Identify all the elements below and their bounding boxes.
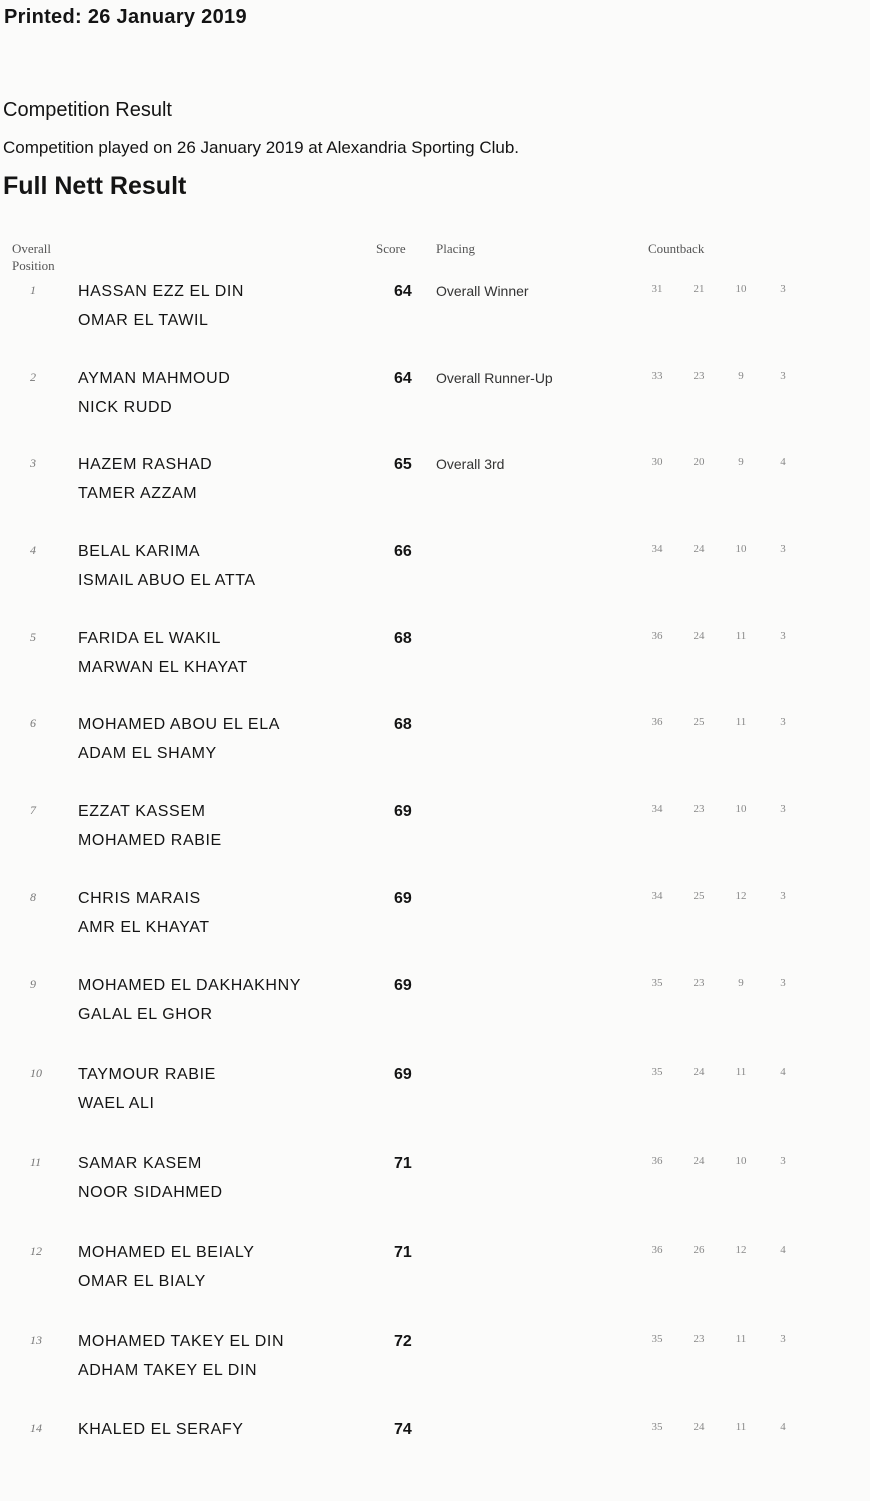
countback-value: 34 bbox=[651, 890, 663, 902]
countback-value: 3 bbox=[780, 283, 786, 295]
player-name-2: ADHAM TAKEY EL DIN bbox=[78, 1362, 258, 1379]
countback-value: 25 bbox=[693, 890, 705, 902]
player-name-1: MOHAMED TAKEY EL DIN bbox=[78, 1333, 285, 1350]
countback-value: 3 bbox=[780, 630, 786, 642]
countback-value: 20 bbox=[693, 456, 705, 468]
score: 69 bbox=[394, 890, 412, 907]
player-name-1: KHALED EL SERAFY bbox=[78, 1421, 244, 1438]
countback-value: 30 bbox=[651, 456, 663, 468]
countback-value: 24 bbox=[693, 630, 705, 642]
player-name-1: BELAL KARIMA bbox=[78, 543, 201, 560]
result-row bbox=[0, 283, 870, 363]
countback-value: 35 bbox=[651, 1066, 663, 1078]
player-name-2: OMAR EL TAWIL bbox=[78, 312, 209, 329]
header-position-line2: Position bbox=[12, 258, 55, 273]
header-overall-position bbox=[12, 240, 72, 274]
overall-position: 10 bbox=[30, 1066, 42, 1080]
countback-value: 24 bbox=[693, 1421, 705, 1433]
result-row bbox=[0, 803, 870, 883]
countback-value: 23 bbox=[693, 803, 705, 815]
result-row bbox=[0, 1155, 870, 1235]
score: 68 bbox=[394, 716, 412, 733]
countback-value: 4 bbox=[780, 1066, 786, 1078]
countback-value: 24 bbox=[693, 1155, 705, 1167]
placing: Overall 3rd bbox=[436, 456, 505, 472]
countback-value: 9 bbox=[738, 370, 744, 382]
countback-value: 4 bbox=[780, 456, 786, 468]
countback-value: 26 bbox=[693, 1244, 705, 1256]
placing: Overall Winner bbox=[436, 283, 529, 299]
countback-value: 12 bbox=[735, 890, 747, 902]
countback-value: 10 bbox=[735, 803, 747, 815]
overall-position: 8 bbox=[30, 890, 36, 904]
countback-value: 25 bbox=[693, 716, 705, 728]
overall-position: 11 bbox=[30, 1155, 42, 1169]
countback-value: 3 bbox=[780, 1333, 786, 1345]
section-heading: Full Nett Result bbox=[3, 172, 187, 200]
score: 74 bbox=[394, 1421, 412, 1438]
player-name-2: WAEL ALI bbox=[78, 1095, 155, 1112]
result-row bbox=[0, 1421, 870, 1501]
overall-position: 1 bbox=[30, 283, 36, 297]
overall-position: 2 bbox=[30, 370, 36, 384]
countback-value: 3 bbox=[780, 803, 786, 815]
countback-value: 23 bbox=[693, 370, 705, 382]
countback-value: 34 bbox=[651, 543, 663, 555]
countback-value: 11 bbox=[735, 630, 747, 642]
result-row bbox=[0, 370, 870, 450]
header-countback: Countback bbox=[648, 241, 705, 256]
overall-position: 7 bbox=[30, 803, 36, 817]
countback-value: 35 bbox=[651, 977, 663, 989]
countback-value: 21 bbox=[693, 283, 705, 295]
result-row bbox=[0, 1244, 870, 1324]
player-name-1: MOHAMED EL BEIALY bbox=[78, 1244, 255, 1261]
player-name-2: MOHAMED RABIE bbox=[78, 832, 222, 849]
page-title: Competition Result bbox=[3, 99, 172, 121]
countback-value: 35 bbox=[651, 1421, 663, 1433]
countback-value: 36 bbox=[651, 1244, 663, 1256]
score: 69 bbox=[394, 977, 412, 994]
countback-value: 23 bbox=[693, 1333, 705, 1345]
result-row bbox=[0, 456, 870, 536]
countback-value: 10 bbox=[735, 283, 747, 295]
score: 65 bbox=[394, 456, 412, 473]
player-name-2: MARWAN EL KHAYAT bbox=[78, 659, 248, 676]
player-name-2: GALAL EL GHOR bbox=[78, 1006, 213, 1023]
countback-value: 11 bbox=[735, 1333, 747, 1345]
countback-value: 3 bbox=[780, 890, 786, 902]
overall-position: 13 bbox=[30, 1333, 42, 1347]
player-name-1: FARIDA EL WAKIL bbox=[78, 630, 221, 647]
countback-value: 4 bbox=[780, 1421, 786, 1433]
countback-value: 10 bbox=[735, 543, 747, 555]
score: 68 bbox=[394, 630, 412, 647]
countback-value: 36 bbox=[651, 630, 663, 642]
countback-value: 3 bbox=[780, 543, 786, 555]
score: 69 bbox=[394, 1066, 412, 1083]
player-name-1: MOHAMED EL DAKHAKHNY bbox=[78, 977, 301, 994]
result-row bbox=[0, 890, 870, 970]
countback-value: 31 bbox=[651, 283, 663, 295]
score: 72 bbox=[394, 1333, 412, 1350]
player-name-2: NOOR SIDAHMED bbox=[78, 1184, 223, 1201]
printed-date: Printed: 26 January 2019 bbox=[4, 6, 247, 28]
player-name-1: AYMAN MAHMOUD bbox=[78, 370, 231, 387]
countback-value: 36 bbox=[651, 716, 663, 728]
player-name-1: MOHAMED ABOU EL ELA bbox=[78, 716, 280, 733]
player-name-2: NICK RUDD bbox=[78, 399, 173, 416]
countback-value: 4 bbox=[780, 1244, 786, 1256]
result-row bbox=[0, 1066, 870, 1146]
score: 69 bbox=[394, 803, 412, 820]
overall-position: 6 bbox=[30, 716, 36, 730]
countback-value: 3 bbox=[780, 716, 786, 728]
countback-value: 3 bbox=[780, 370, 786, 382]
placing: Overall Runner-Up bbox=[436, 370, 553, 386]
player-name-1: TAYMOUR RABIE bbox=[78, 1066, 216, 1083]
player-name-1: CHRIS MARAIS bbox=[78, 890, 201, 907]
overall-position: 3 bbox=[30, 456, 36, 470]
competition-description: Competition played on 26 January 2019 at Alexandria Sporting Club. bbox=[3, 138, 520, 157]
player-name-2: OMAR EL BIALY bbox=[78, 1273, 206, 1290]
countback-value: 24 bbox=[693, 1066, 705, 1078]
countback-value: 9 bbox=[738, 456, 744, 468]
score: 71 bbox=[394, 1155, 412, 1172]
countback-value: 10 bbox=[735, 1155, 747, 1167]
player-name-1: HASSAN EZZ EL DIN bbox=[78, 283, 245, 300]
score: 66 bbox=[394, 543, 412, 560]
result-row bbox=[0, 630, 870, 710]
countback-value: 12 bbox=[735, 1244, 747, 1256]
countback-value: 23 bbox=[693, 977, 705, 989]
countback-value: 3 bbox=[780, 1155, 786, 1167]
countback-value: 11 bbox=[735, 716, 747, 728]
player-name-2: AMR EL KHAYAT bbox=[78, 919, 210, 936]
player-name-2: TAMER AZZAM bbox=[78, 485, 198, 502]
overall-position: 14 bbox=[30, 1421, 42, 1435]
player-name-1: HAZEM RASHAD bbox=[78, 456, 213, 473]
score: 71 bbox=[394, 1244, 412, 1261]
countback-value: 36 bbox=[651, 1155, 663, 1167]
player-name-2: ISMAIL ABUO EL ATTA bbox=[78, 572, 256, 589]
header-position-line1: Overall bbox=[12, 241, 51, 256]
result-row bbox=[0, 1333, 870, 1413]
countback-value: 11 bbox=[735, 1066, 747, 1078]
overall-position: 12 bbox=[30, 1244, 42, 1258]
countback-value: 9 bbox=[738, 977, 744, 989]
header-placing: Placing bbox=[436, 241, 475, 256]
result-row bbox=[0, 543, 870, 623]
score: 64 bbox=[394, 370, 412, 387]
countback-value: 24 bbox=[693, 543, 705, 555]
player-name-1: SAMAR KASEM bbox=[78, 1155, 202, 1172]
result-row bbox=[0, 977, 870, 1057]
overall-position: 5 bbox=[30, 630, 36, 644]
countback-value: 35 bbox=[651, 1333, 663, 1345]
countback-value: 33 bbox=[651, 370, 663, 382]
countback-value: 3 bbox=[780, 977, 786, 989]
countback-value: 11 bbox=[735, 1421, 747, 1433]
score: 64 bbox=[394, 283, 412, 300]
result-row bbox=[0, 716, 870, 796]
player-name-2: ADAM EL SHAMY bbox=[78, 745, 217, 762]
overall-position: 9 bbox=[30, 977, 36, 991]
header-score: Score bbox=[376, 241, 406, 256]
countback-value: 34 bbox=[651, 803, 663, 815]
player-name-1: EZZAT KASSEM bbox=[78, 803, 206, 820]
overall-position: 4 bbox=[30, 543, 36, 557]
